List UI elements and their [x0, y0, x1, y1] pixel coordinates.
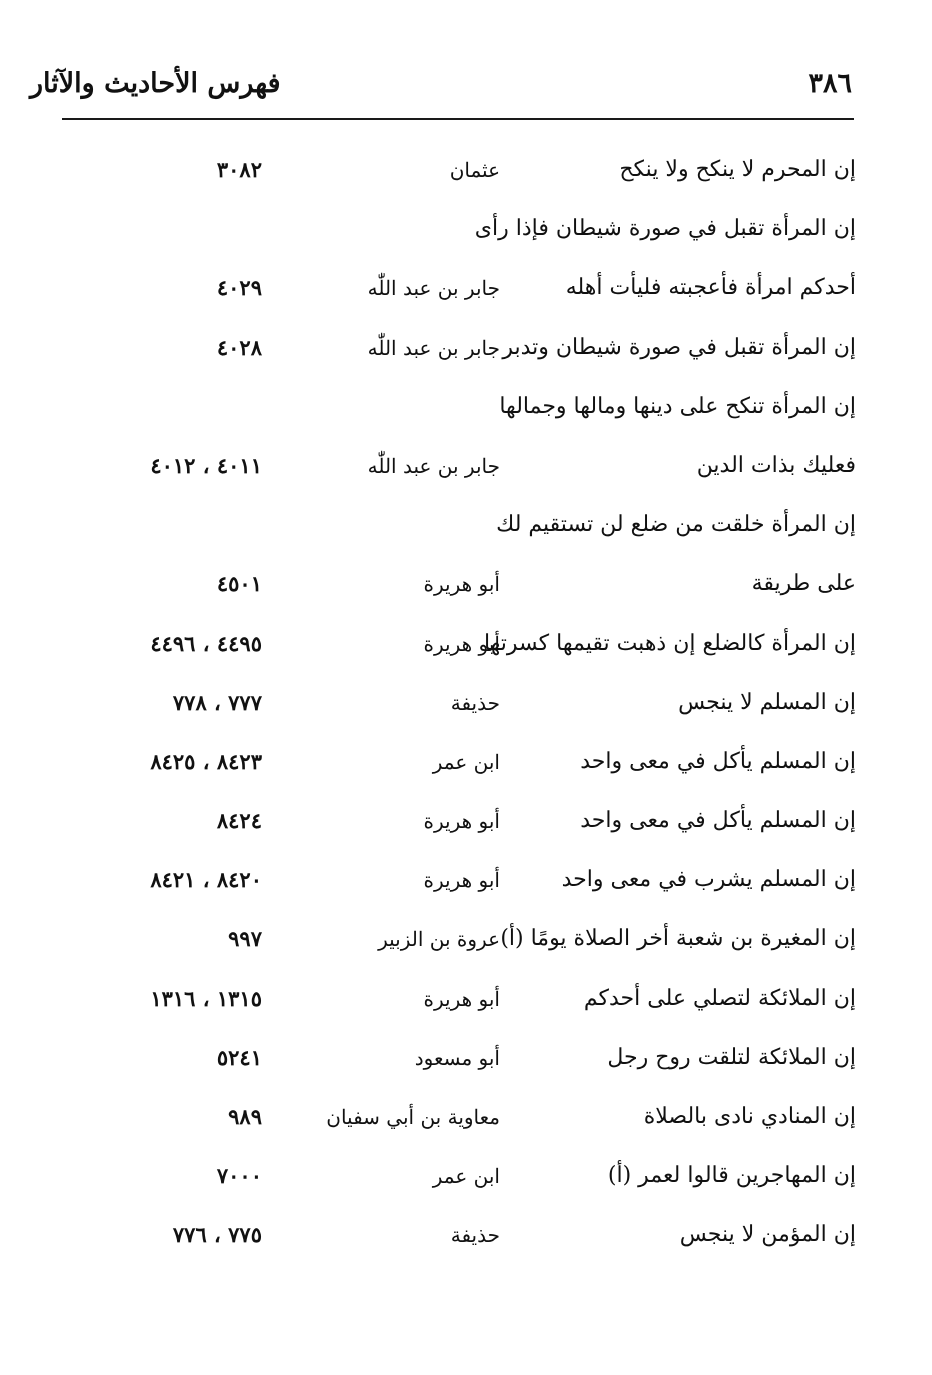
narrator: جابر بن عبد اللّٰه [367, 276, 500, 301]
index-entry [62, 438, 856, 497]
narrator: جابر بن عبد اللّٰه [367, 453, 500, 478]
index-entry [62, 616, 856, 675]
hadith-text: إن الملائكة لتلقت روح رجل [607, 1044, 856, 1070]
hadith-text: إن المسلم يأكل في معى واحد [580, 748, 856, 774]
reference-numbers: ٧٧٧ ، ٧٧٨ [172, 689, 262, 715]
hadith-text: على طريقة [751, 571, 856, 597]
index-entry [62, 201, 856, 260]
reference-numbers: ٤٤٩٥ ، ٤٤٩٦ [150, 630, 262, 656]
index-entry [62, 497, 856, 556]
narrator: أبو هريرة [423, 572, 500, 597]
narrator: أبو هريرة [423, 631, 500, 656]
index-entry [62, 1089, 856, 1148]
index-entry [62, 320, 856, 379]
narrator: حذيفة [450, 690, 500, 715]
hadith-text: إن المسلم لا ينجس [678, 689, 856, 715]
narrator: أبو هريرة [423, 986, 500, 1011]
index-entry [62, 793, 856, 852]
reference-numbers: ٨٤٢٤ [216, 808, 262, 834]
hadith-text: إن المنادي نادى بالصلاة [643, 1104, 856, 1129]
reference-numbers: ٨٤٢٣ ، ٨٤٢٥ [150, 748, 262, 774]
index-entry [62, 260, 856, 319]
index-entry [62, 1207, 856, 1266]
reference-numbers: ٧٧٥ ، ٧٧٦ [172, 1222, 262, 1248]
hadith-text: إن الملائكة لتصلي على أحدكم [583, 985, 856, 1011]
reference-numbers: ٨٤٢٠ ، ٨٤٢١ [150, 867, 262, 893]
hadith-text: إن المؤمن لا ينجس [679, 1222, 856, 1248]
narrator: أبو مسعود [414, 1045, 500, 1070]
index-entry [62, 1148, 856, 1207]
hadith-text: إن المحرم لا ينكح ولا ينكح [619, 157, 856, 182]
index-entry [62, 379, 856, 438]
narrator: معاوية بن أبي سفيان [326, 1105, 500, 1129]
hadith-text: أحدكم امرأة فأعجبته فليأت أهله [565, 275, 856, 301]
hadith-text: إن المرأة كالضلع إن ذهبت تقيمها كسرتها [483, 630, 856, 656]
reference-numbers: ٧٠٠٠ [216, 1163, 262, 1189]
narrator: حذيفة [450, 1223, 500, 1248]
reference-numbers: ٤٠٢٩ [216, 275, 262, 301]
reference-numbers: ٤٠٢٨ [216, 334, 262, 360]
index-entry [62, 911, 856, 970]
reference-numbers: ٩٨٩ [228, 1104, 262, 1129]
narrator: عروة بن الزبير [378, 927, 500, 952]
narrator: أبو هريرة [423, 809, 500, 834]
reference-numbers: ٤٠١١ ، ٤٠١٢ [150, 452, 262, 478]
reference-numbers: ٩٩٧ [228, 926, 262, 952]
hadith-text: فعليك بذات الدين [696, 452, 856, 478]
hadith-index-list [62, 142, 856, 1267]
hadith-text: إن المهاجرين قالوا لعمر (أ) [607, 1163, 856, 1189]
index-entry [62, 675, 856, 734]
index-entry [62, 971, 856, 1030]
hadith-text: إن المرأة تنكح على دينها ومالها وجمالها [499, 393, 856, 419]
reference-numbers: ٤٥٠١ [216, 571, 262, 597]
narrator: أبو هريرة [423, 868, 500, 893]
hadith-text: إن المرأة تقبل في صورة شيطان فإذا رأى [474, 216, 856, 242]
reference-numbers: ٣٠٨٢ [216, 157, 262, 182]
narrator: جابر بن عبد اللّٰه [367, 335, 500, 360]
index-entry [62, 556, 856, 615]
index-entry [62, 734, 856, 793]
hadith-text: إن المسلم يأكل في معى واحد [580, 808, 856, 834]
index-entry [62, 1030, 856, 1089]
header-divider [62, 118, 854, 120]
hadith-text: إن المغيرة بن شعبة أخر الصلاة يومًا (أ) [500, 926, 856, 952]
reference-numbers: ١٣١٥ ، ١٣١٦ [150, 985, 262, 1011]
hadith-text: إن المسلم يشرب في معى واحد [561, 867, 856, 893]
hadith-text: إن المرأة تقبل في صورة شيطان وتدبر [502, 334, 856, 360]
narrator: ابن عمر [432, 749, 500, 774]
narrator: عثمان [449, 158, 500, 182]
index-entry [62, 852, 856, 911]
reference-numbers: ٥٢٤١ [216, 1044, 262, 1070]
index-entry [62, 142, 856, 201]
page-number: ٣٨٦ [808, 68, 852, 99]
narrator: ابن عمر [432, 1164, 500, 1189]
hadith-text: إن المرأة خلقت من ضلع لن تستقيم لك [496, 512, 856, 538]
running-title: فهرس الأحاديث والآثار [30, 68, 281, 99]
